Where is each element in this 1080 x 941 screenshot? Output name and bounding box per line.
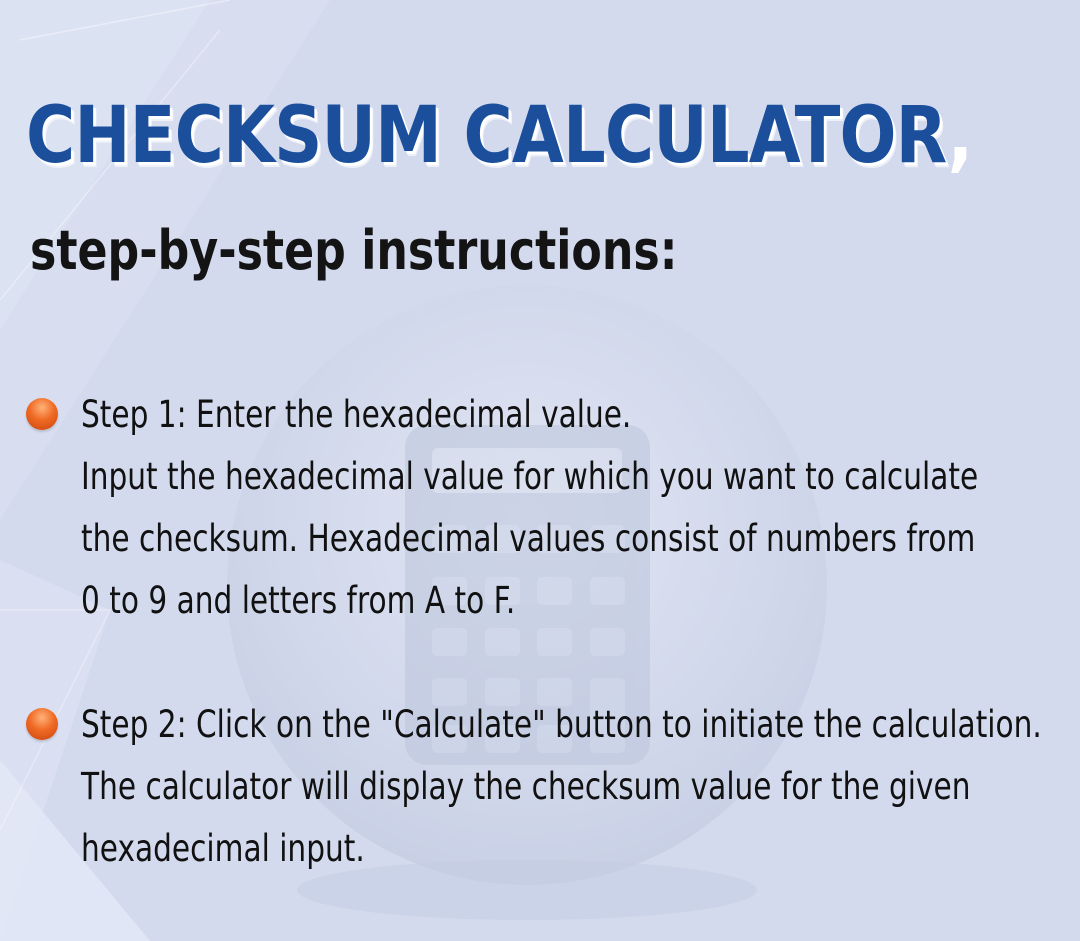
step-line: hexadecimal input.	[81, 827, 365, 870]
page-title	[26, 86, 972, 186]
step-heading: Step 2: Click on the "Calculate" button to initiate the calculation.	[81, 703, 1042, 746]
title-comma: ,	[947, 91, 973, 181]
step-text	[81, 694, 1042, 880]
step-text	[81, 384, 1001, 632]
step-line: Input the hexadecimal value for which you want to calculate	[81, 455, 979, 498]
title-text: CHECKSUM CALCULATOR	[26, 91, 948, 181]
page-subtitle: step-by-step instructions:	[30, 219, 678, 282]
orange-dot-icon	[26, 708, 58, 740]
step-line: The calculator will display the checksum value for the given	[81, 765, 971, 808]
orange-dot-icon	[26, 398, 58, 430]
step-heading: Step 1: Enter the hexadecimal value.	[81, 393, 632, 436]
step-line: 0 to 9 and letters from A to F.	[81, 579, 516, 622]
step-line: the checksum. Hexadecimal values consist of numbers from	[81, 517, 976, 560]
